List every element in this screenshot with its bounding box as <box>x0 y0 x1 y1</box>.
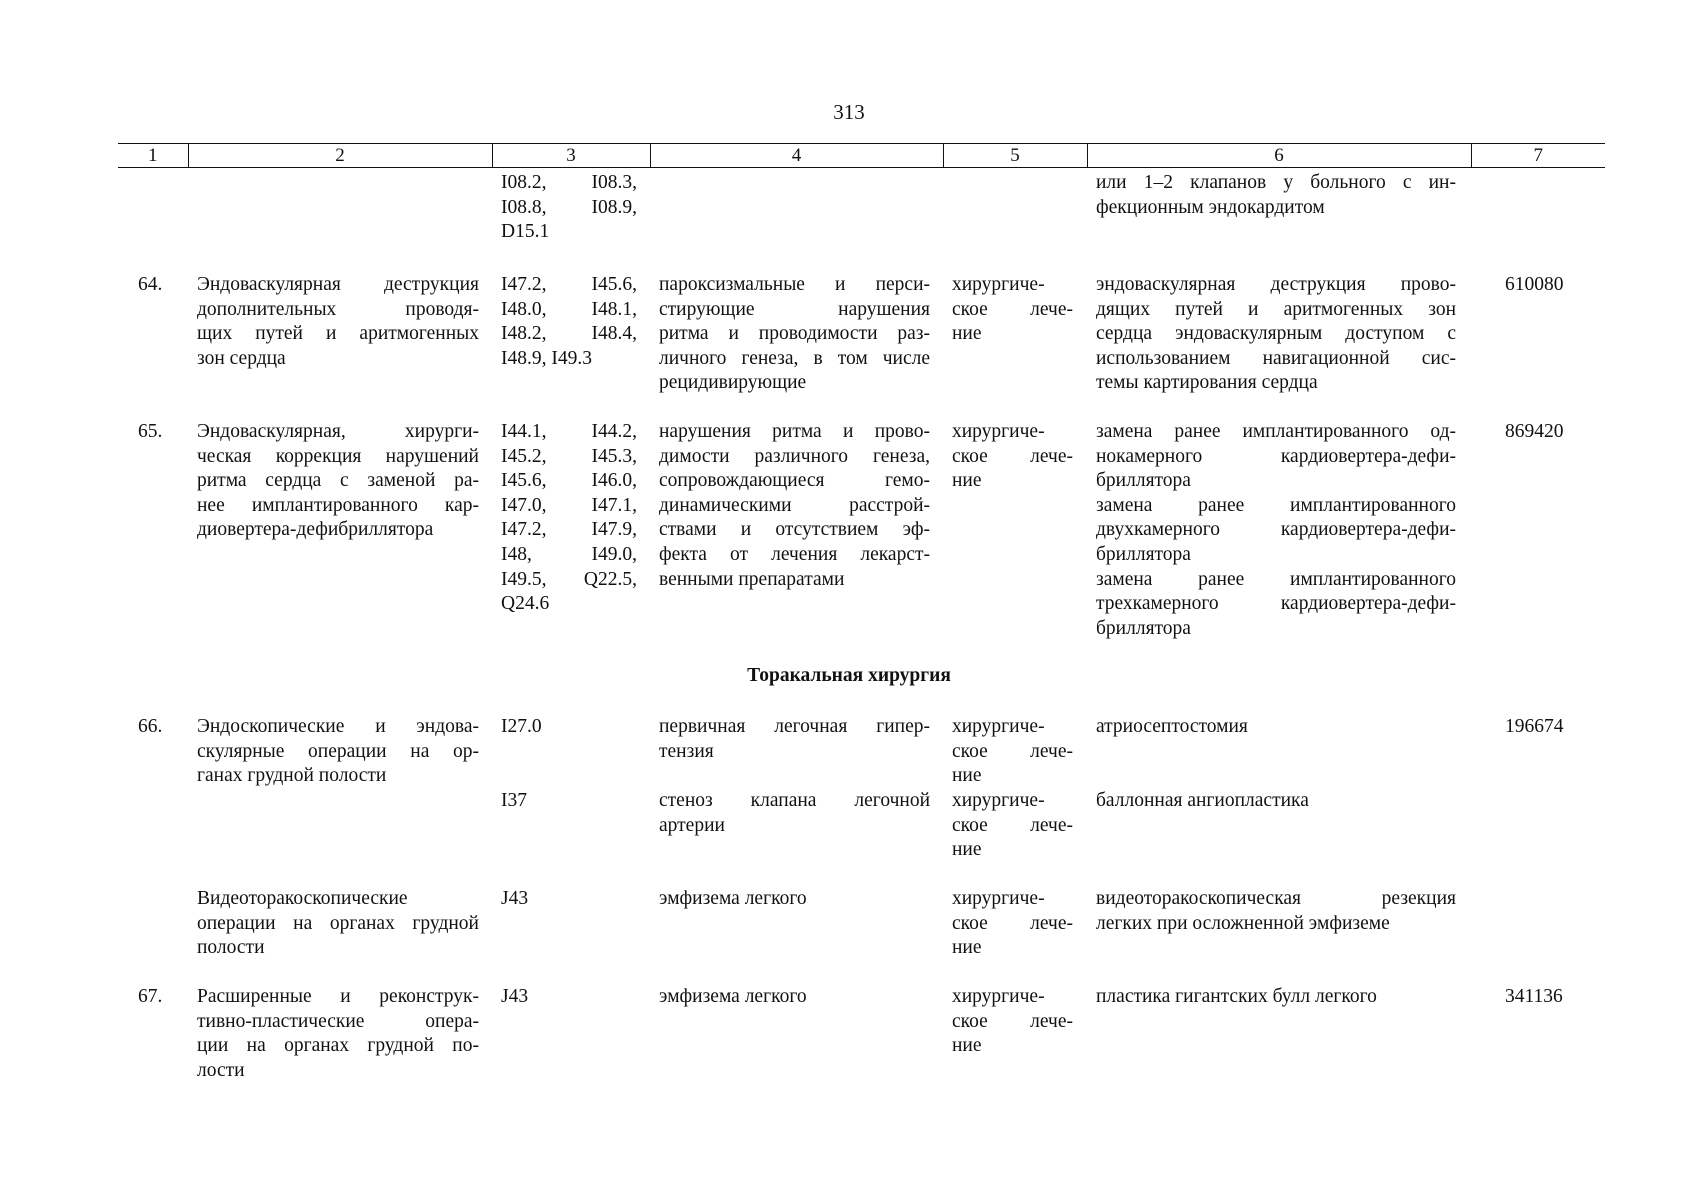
column-header: 7 <box>1471 144 1605 168</box>
treatment-method-cell <box>1096 887 1456 936</box>
text-line: дящих путей и аритмогенных зон <box>1096 298 1456 320</box>
page-number: 313 <box>833 100 865 124</box>
text-line: ритма сердца с заменой ра- <box>197 470 479 492</box>
column-header: 5 <box>943 144 1087 168</box>
text-line: ское лече- <box>952 445 1073 467</box>
text-line: трехкамерного кардиовертера-дефи- <box>1096 593 1456 615</box>
text-line: бриллятора <box>1096 470 1191 492</box>
text-line: димости различного генеза, <box>659 445 930 467</box>
price-value: 610080 <box>1505 274 1564 295</box>
patient-model-cell: эмфизема легкого <box>659 986 807 1007</box>
text-line: зон сердца <box>197 347 286 369</box>
icd-code: I48.2, <box>501 323 547 345</box>
icd-code: I45.3, <box>591 445 637 467</box>
icd-code: I47.1, <box>591 494 637 516</box>
row-number: 64. <box>138 274 163 295</box>
continued-method-cell <box>1096 171 1456 220</box>
icd-code: I49.0, <box>591 543 637 565</box>
text-line: венными препаратами <box>659 568 845 590</box>
treatment-method-cell: атриосептостомия <box>1096 716 1248 737</box>
icd-codes-cell <box>501 273 637 371</box>
treatment-type-cell <box>952 715 1073 789</box>
patient-model-cell <box>659 789 930 838</box>
text-line: фекта от лечения лекарст- <box>659 543 930 565</box>
text-line: бриллятора <box>1096 617 1191 639</box>
icd-code: I48, <box>501 543 532 565</box>
icd-code: I46.0, <box>591 470 637 492</box>
patient-model-cell <box>659 420 930 592</box>
text-line: ние <box>952 470 982 492</box>
column-header: 1 <box>118 144 188 168</box>
treatment-type-cell <box>952 985 1073 1059</box>
icd-code: I44.1, <box>501 421 547 442</box>
text-line: ское лече- <box>952 814 1073 836</box>
icd-code: I47.0, <box>501 494 547 516</box>
column-header: 3 <box>492 144 650 168</box>
icd-code: I48.9, I49.3 <box>501 347 592 369</box>
text-line: нарушения ритма и прово- <box>659 421 930 442</box>
text-line: пароксизмальные и перси- <box>659 274 930 295</box>
text-line: щих путей и аритмогенных <box>197 323 479 345</box>
text-line: стирующие нарушения <box>659 298 930 320</box>
patient-model-cell <box>659 273 930 396</box>
text-line: ское лече- <box>952 740 1073 762</box>
icd-code: I45.6, <box>501 470 547 492</box>
procedure-name-cell <box>197 715 479 789</box>
treatment-type-cell <box>952 273 1073 347</box>
column-header-row <box>118 143 1605 168</box>
text-line: ние <box>952 839 982 861</box>
treatment-type-cell <box>952 789 1073 863</box>
text-line: ствами и отсутствием эф- <box>659 519 930 541</box>
column-header: 2 <box>188 144 492 168</box>
icd-code: I08.8, <box>501 196 547 218</box>
text-line: сопровождающиеся гемо- <box>659 470 930 492</box>
text-line: хирургиче- <box>952 421 1045 442</box>
text-line: динамическими расстрой- <box>659 494 930 516</box>
text-line: сердца эндоваскулярным доступом с <box>1096 323 1456 345</box>
icd-code: I48.1, <box>591 298 637 320</box>
icd-code: Q24.6 <box>501 593 550 615</box>
text-line: двухкамерного кардиовертера-дефи- <box>1096 519 1456 541</box>
icd-code: I44.2, <box>591 421 637 442</box>
text-line: фекционным эндокардитом <box>1096 196 1325 218</box>
text-line: рецидивирующие <box>659 372 807 394</box>
treatment-type-cell <box>952 420 1073 494</box>
treatment-method-cell: пластика гигантских булл легкого <box>1096 986 1377 1007</box>
icd-code: I49.5, <box>501 568 547 590</box>
text-line: замена ранее имплантированного <box>1096 568 1456 590</box>
icd-code: I48.4, <box>591 323 637 345</box>
text-line: ние <box>952 1035 982 1057</box>
text-line: стеноз клапана легочной <box>659 790 930 811</box>
row-number: 65. <box>138 421 163 442</box>
text-line: лости <box>197 1059 245 1081</box>
text-line: хирургиче- <box>952 716 1045 737</box>
text-line: тивно-пластические опера- <box>197 1010 479 1032</box>
text-line: первичная легочная гипер- <box>659 716 930 737</box>
text-line: Эндоваскулярная, хирурги- <box>197 421 479 442</box>
text-line: ние <box>952 323 982 345</box>
text-line: хирургиче- <box>952 790 1045 811</box>
procedure-name-cell <box>197 887 479 961</box>
patient-model-cell: эмфизема легкого <box>659 888 807 909</box>
text-line: использованием навигационной сис- <box>1096 347 1456 369</box>
procedure-name-cell <box>197 420 479 543</box>
icd-codes-cell: J43 <box>501 888 529 909</box>
price-value: 196674 <box>1505 716 1564 737</box>
icd-code: I48.0, <box>501 298 547 320</box>
text-line: ции на органах грудной по- <box>197 1035 479 1057</box>
text-line: замена ранее имплантированного <box>1096 494 1456 516</box>
text-line: тензия <box>659 740 714 762</box>
text-line: ское лече- <box>952 298 1073 320</box>
icd-codes-cell: I37 <box>501 790 527 811</box>
text-line: Эндоскопические и эндова- <box>197 716 479 737</box>
text-line: скулярные операции на ор- <box>197 740 479 762</box>
row-number: 67. <box>138 986 163 1007</box>
text-line: ние <box>952 937 982 959</box>
text-line: нокамерного кардиовертера-дефи- <box>1096 445 1456 467</box>
icd-code: I47.2, <box>501 274 547 295</box>
text-line: операции на органах грудной <box>197 912 479 934</box>
icd-codes-cell <box>501 420 637 617</box>
text-line: ганах грудной полости <box>197 765 387 787</box>
column-header: 6 <box>1087 144 1471 168</box>
icd-code: I08.3, <box>591 172 637 193</box>
text-line: хирургиче- <box>952 888 1045 909</box>
icd-code: I45.6, <box>591 274 637 295</box>
treatment-method-cell: баллонная ангиопластика <box>1096 790 1309 811</box>
text-line: ние <box>952 765 982 787</box>
treatment-method-cell <box>1096 273 1456 396</box>
icd-codes-cell: I27.0 <box>501 716 542 737</box>
treatment-type-cell <box>952 887 1073 961</box>
section-heading: Торакальная хирургия <box>747 665 951 686</box>
text-line: Расширенные и реконструк- <box>197 986 479 1007</box>
text-line: ское лече- <box>952 1010 1073 1032</box>
icd-code: Q22.5, <box>583 568 637 590</box>
patient-model-cell <box>659 715 930 764</box>
text-line: видеоторакоскопическая резекция <box>1096 888 1456 909</box>
column-header: 4 <box>650 144 943 168</box>
icd-code: D15.1 <box>501 221 550 243</box>
text-line: эндоваскулярная деструкция прово- <box>1096 274 1456 295</box>
text-line: ское лече- <box>952 912 1073 934</box>
text-line: темы картирования сердца <box>1096 372 1318 394</box>
price-value: 341136 <box>1505 986 1563 1007</box>
procedure-name-cell <box>197 985 479 1083</box>
text-line: бриллятора <box>1096 543 1191 565</box>
text-line: хирургиче- <box>952 986 1045 1007</box>
procedure-name-cell <box>197 273 479 371</box>
icd-codes-cell: J43 <box>501 986 529 1007</box>
icd-code: I08.2, <box>501 172 547 193</box>
text-line: ритма и проводимости раз- <box>659 323 930 345</box>
icd-code: I08.9, <box>591 196 637 218</box>
treatment-method-cell <box>1096 420 1456 641</box>
text-line: артерии <box>659 814 725 836</box>
continued-codes-cell <box>501 171 637 245</box>
icd-code: I47.2, <box>501 519 547 541</box>
icd-code: I47.9, <box>591 519 637 541</box>
text-line: личного генеза, в том числе <box>659 347 930 369</box>
text-line: замена ранее имплантированного од- <box>1096 421 1456 442</box>
text-line: Эндоваскулярная деструкция <box>197 274 479 295</box>
text-line: диовертера-дефибриллятора <box>197 519 434 541</box>
text-line: хирургиче- <box>952 274 1045 295</box>
text-line: полости <box>197 937 265 959</box>
price-value: 869420 <box>1505 421 1564 442</box>
icd-code: I45.2, <box>501 445 547 467</box>
text-line: ческая коррекция нарушений <box>197 445 479 467</box>
row-number: 66. <box>138 716 163 737</box>
text-line: нее имплантированного кар- <box>197 494 479 516</box>
text-line: или 1–2 клапанов у больного с ин- <box>1096 172 1456 193</box>
text-line: Видеоторакоскопические <box>197 888 408 909</box>
text-line: дополнительных проводя- <box>197 298 479 320</box>
text-line: легких при осложненной эмфиземе <box>1096 912 1390 934</box>
